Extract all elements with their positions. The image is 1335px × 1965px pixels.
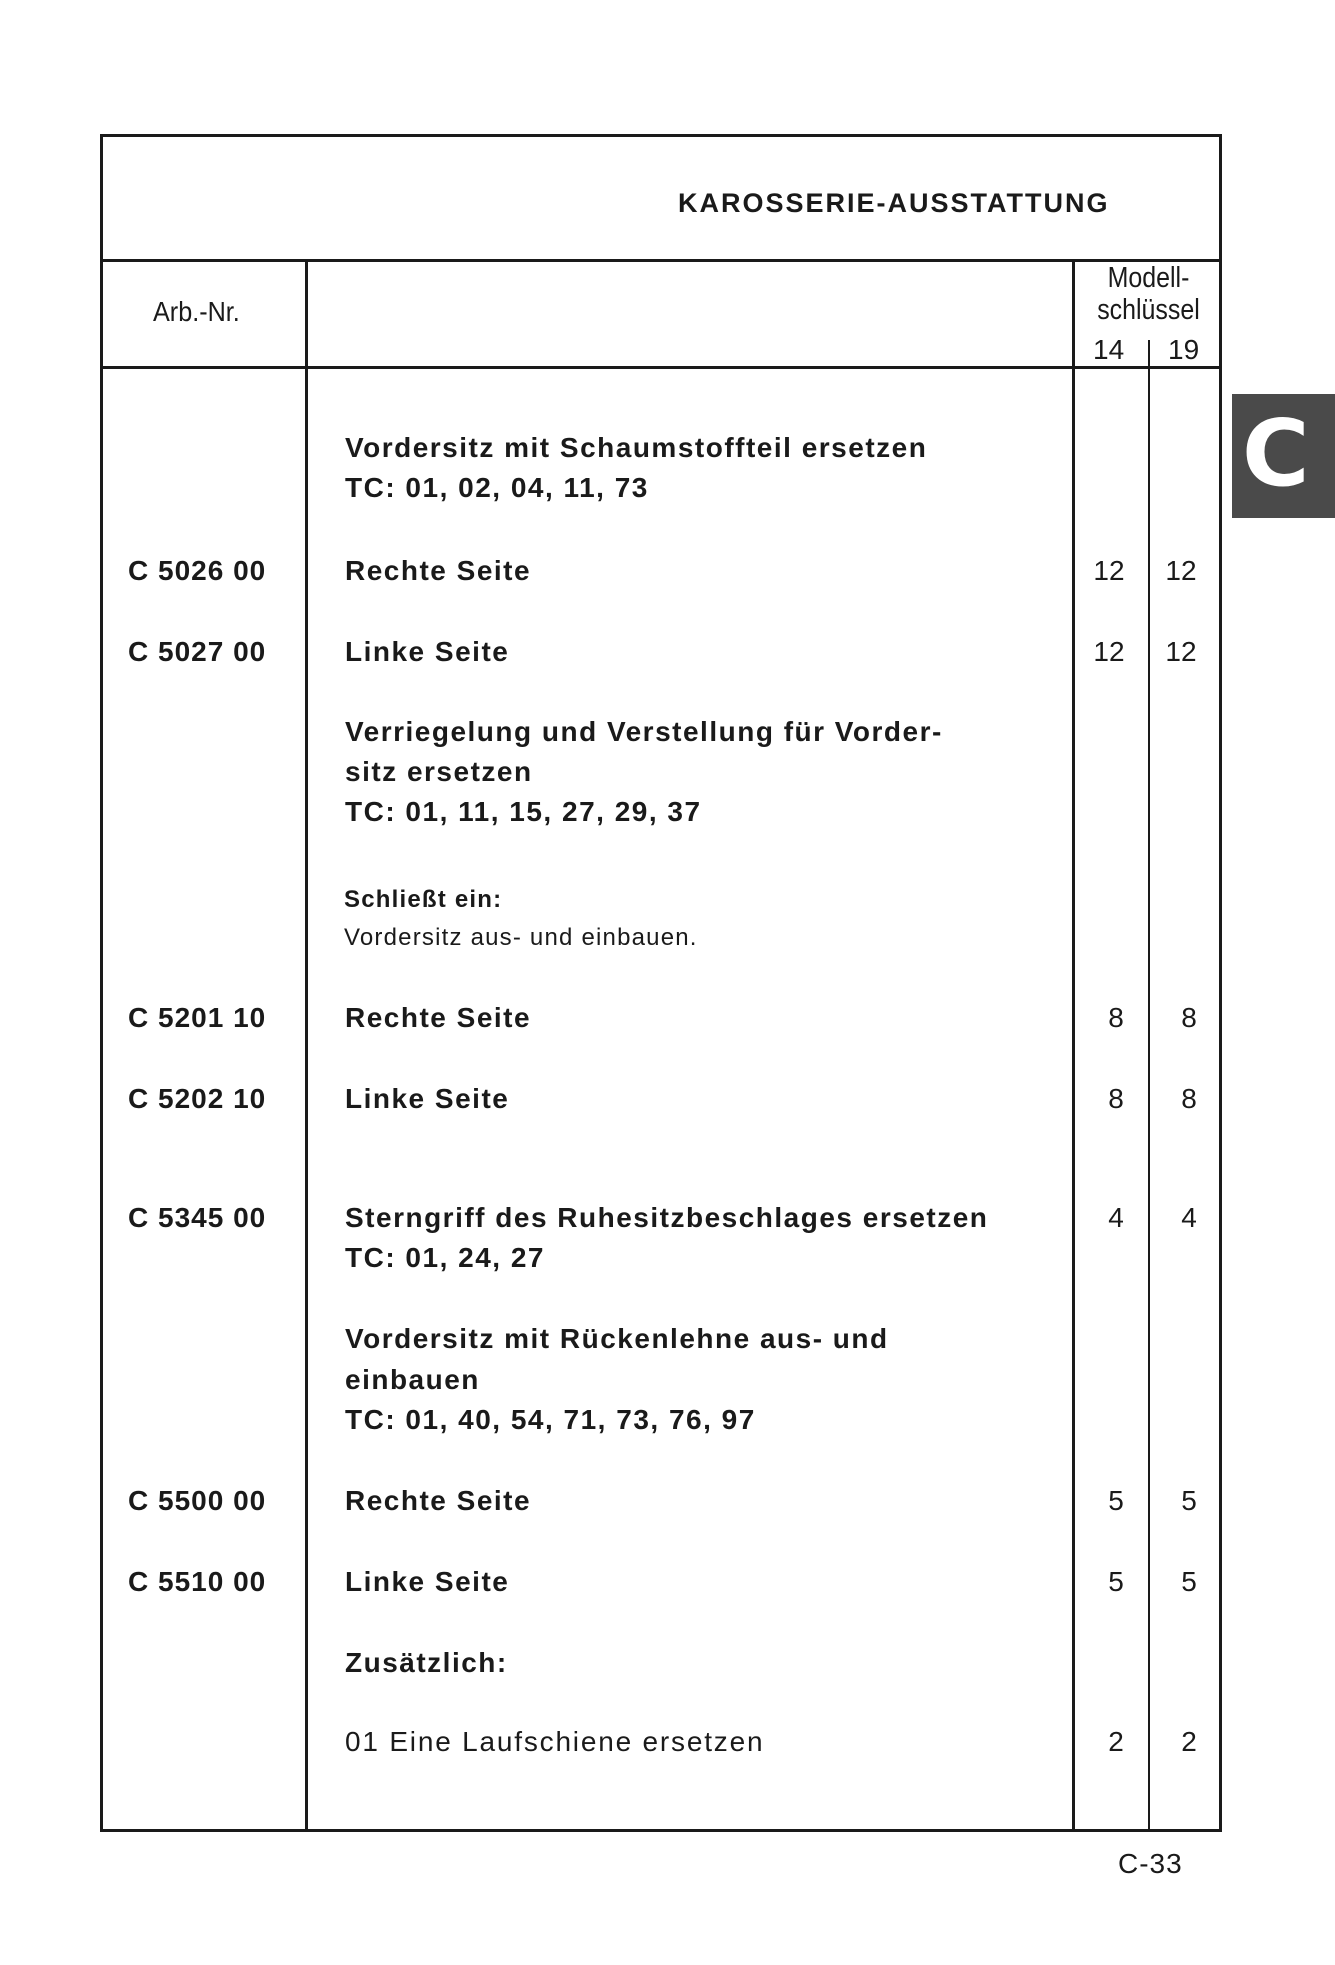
page-number: C-33 bbox=[1118, 1848, 1183, 1879]
group-tc: TC: 01, 02, 04, 11, 73 bbox=[345, 472, 649, 503]
time-value-14: 4 bbox=[1108, 1202, 1124, 1233]
table-frame bbox=[100, 134, 1222, 1832]
operation-text: Rechte Seite bbox=[345, 555, 532, 586]
operation-text: 01 Eine Laufschiene ersetzen bbox=[345, 1726, 765, 1757]
section-title: KAROSSERIE-AUSSTATTUNG bbox=[678, 188, 1110, 218]
additional-label: Zusätzlich: bbox=[345, 1647, 508, 1678]
time-value-19: 8 bbox=[1181, 1002, 1197, 1033]
group-title: Vordersitz mit Rückenlehne aus- und bbox=[345, 1323, 889, 1354]
group-title-cont: einbauen bbox=[345, 1364, 480, 1395]
work-number: C 5201 10 bbox=[128, 1002, 267, 1033]
column-header-arb-nr: Arb.-Nr. bbox=[153, 296, 240, 327]
time-value-19: 12 bbox=[1165, 555, 1197, 586]
time-value-19: 2 bbox=[1181, 1726, 1197, 1757]
operation-text: Linke Seite bbox=[345, 1083, 510, 1114]
time-value-19: 12 bbox=[1165, 636, 1197, 667]
section-tab-letter: C bbox=[1242, 400, 1310, 507]
work-number: C 5500 00 bbox=[128, 1485, 267, 1516]
model-subcolumn-divider bbox=[1148, 340, 1150, 1832]
model-19-header: 19 bbox=[1168, 334, 1200, 365]
model-column-divider bbox=[1072, 259, 1075, 1832]
group-title: Verriegelung und Verstellung für Vorder- bbox=[345, 716, 943, 747]
includes-text: Vordersitz aus- und einbauen. bbox=[344, 924, 698, 951]
group-tc: TC: 01, 40, 54, 71, 73, 76, 97 bbox=[345, 1404, 756, 1435]
group-tc: TC: 01, 24, 27 bbox=[345, 1242, 545, 1273]
column-header-model-key bbox=[1085, 262, 1211, 326]
work-number: C 5202 10 bbox=[128, 1083, 267, 1114]
model-key-line1: Modell- bbox=[1107, 262, 1190, 294]
time-value-14: 2 bbox=[1108, 1726, 1124, 1757]
work-number: C 5026 00 bbox=[128, 555, 267, 586]
model-14-header: 14 bbox=[1093, 334, 1125, 365]
operation-text: Sterngriff des Ruhesitzbeschlages ersetzen bbox=[345, 1202, 989, 1233]
header-divider bbox=[100, 259, 1222, 262]
work-number: C 5510 00 bbox=[128, 1566, 267, 1597]
time-value-19: 5 bbox=[1181, 1485, 1197, 1516]
arb-column-divider bbox=[305, 259, 308, 1832]
time-value-14: 5 bbox=[1108, 1485, 1124, 1516]
group-tc: TC: 01, 11, 15, 27, 29, 37 bbox=[345, 796, 702, 827]
work-number: C 5027 00 bbox=[128, 636, 267, 667]
time-value-19: 5 bbox=[1181, 1566, 1197, 1597]
includes-label: Schließt ein: bbox=[344, 886, 503, 913]
work-number: C 5345 00 bbox=[128, 1202, 267, 1233]
time-value-14: 8 bbox=[1108, 1083, 1124, 1114]
time-value-19: 4 bbox=[1181, 1202, 1197, 1233]
column-header-divider bbox=[100, 366, 1222, 369]
time-value-14: 8 bbox=[1108, 1002, 1124, 1033]
time-value-14: 12 bbox=[1093, 636, 1125, 667]
operation-text: Rechte Seite bbox=[345, 1485, 532, 1516]
time-value-14: 12 bbox=[1093, 555, 1125, 586]
operation-text: Linke Seite bbox=[345, 636, 510, 667]
operation-text: Linke Seite bbox=[345, 1566, 510, 1597]
model-key-line2: schlüssel bbox=[1097, 294, 1200, 326]
operation-text: Rechte Seite bbox=[345, 1002, 532, 1033]
time-value-19: 8 bbox=[1181, 1083, 1197, 1114]
time-value-14: 5 bbox=[1108, 1566, 1124, 1597]
group-title-cont: sitz ersetzen bbox=[345, 756, 533, 787]
group-title: Vordersitz mit Schaumstoffteil ersetzen bbox=[345, 432, 928, 463]
